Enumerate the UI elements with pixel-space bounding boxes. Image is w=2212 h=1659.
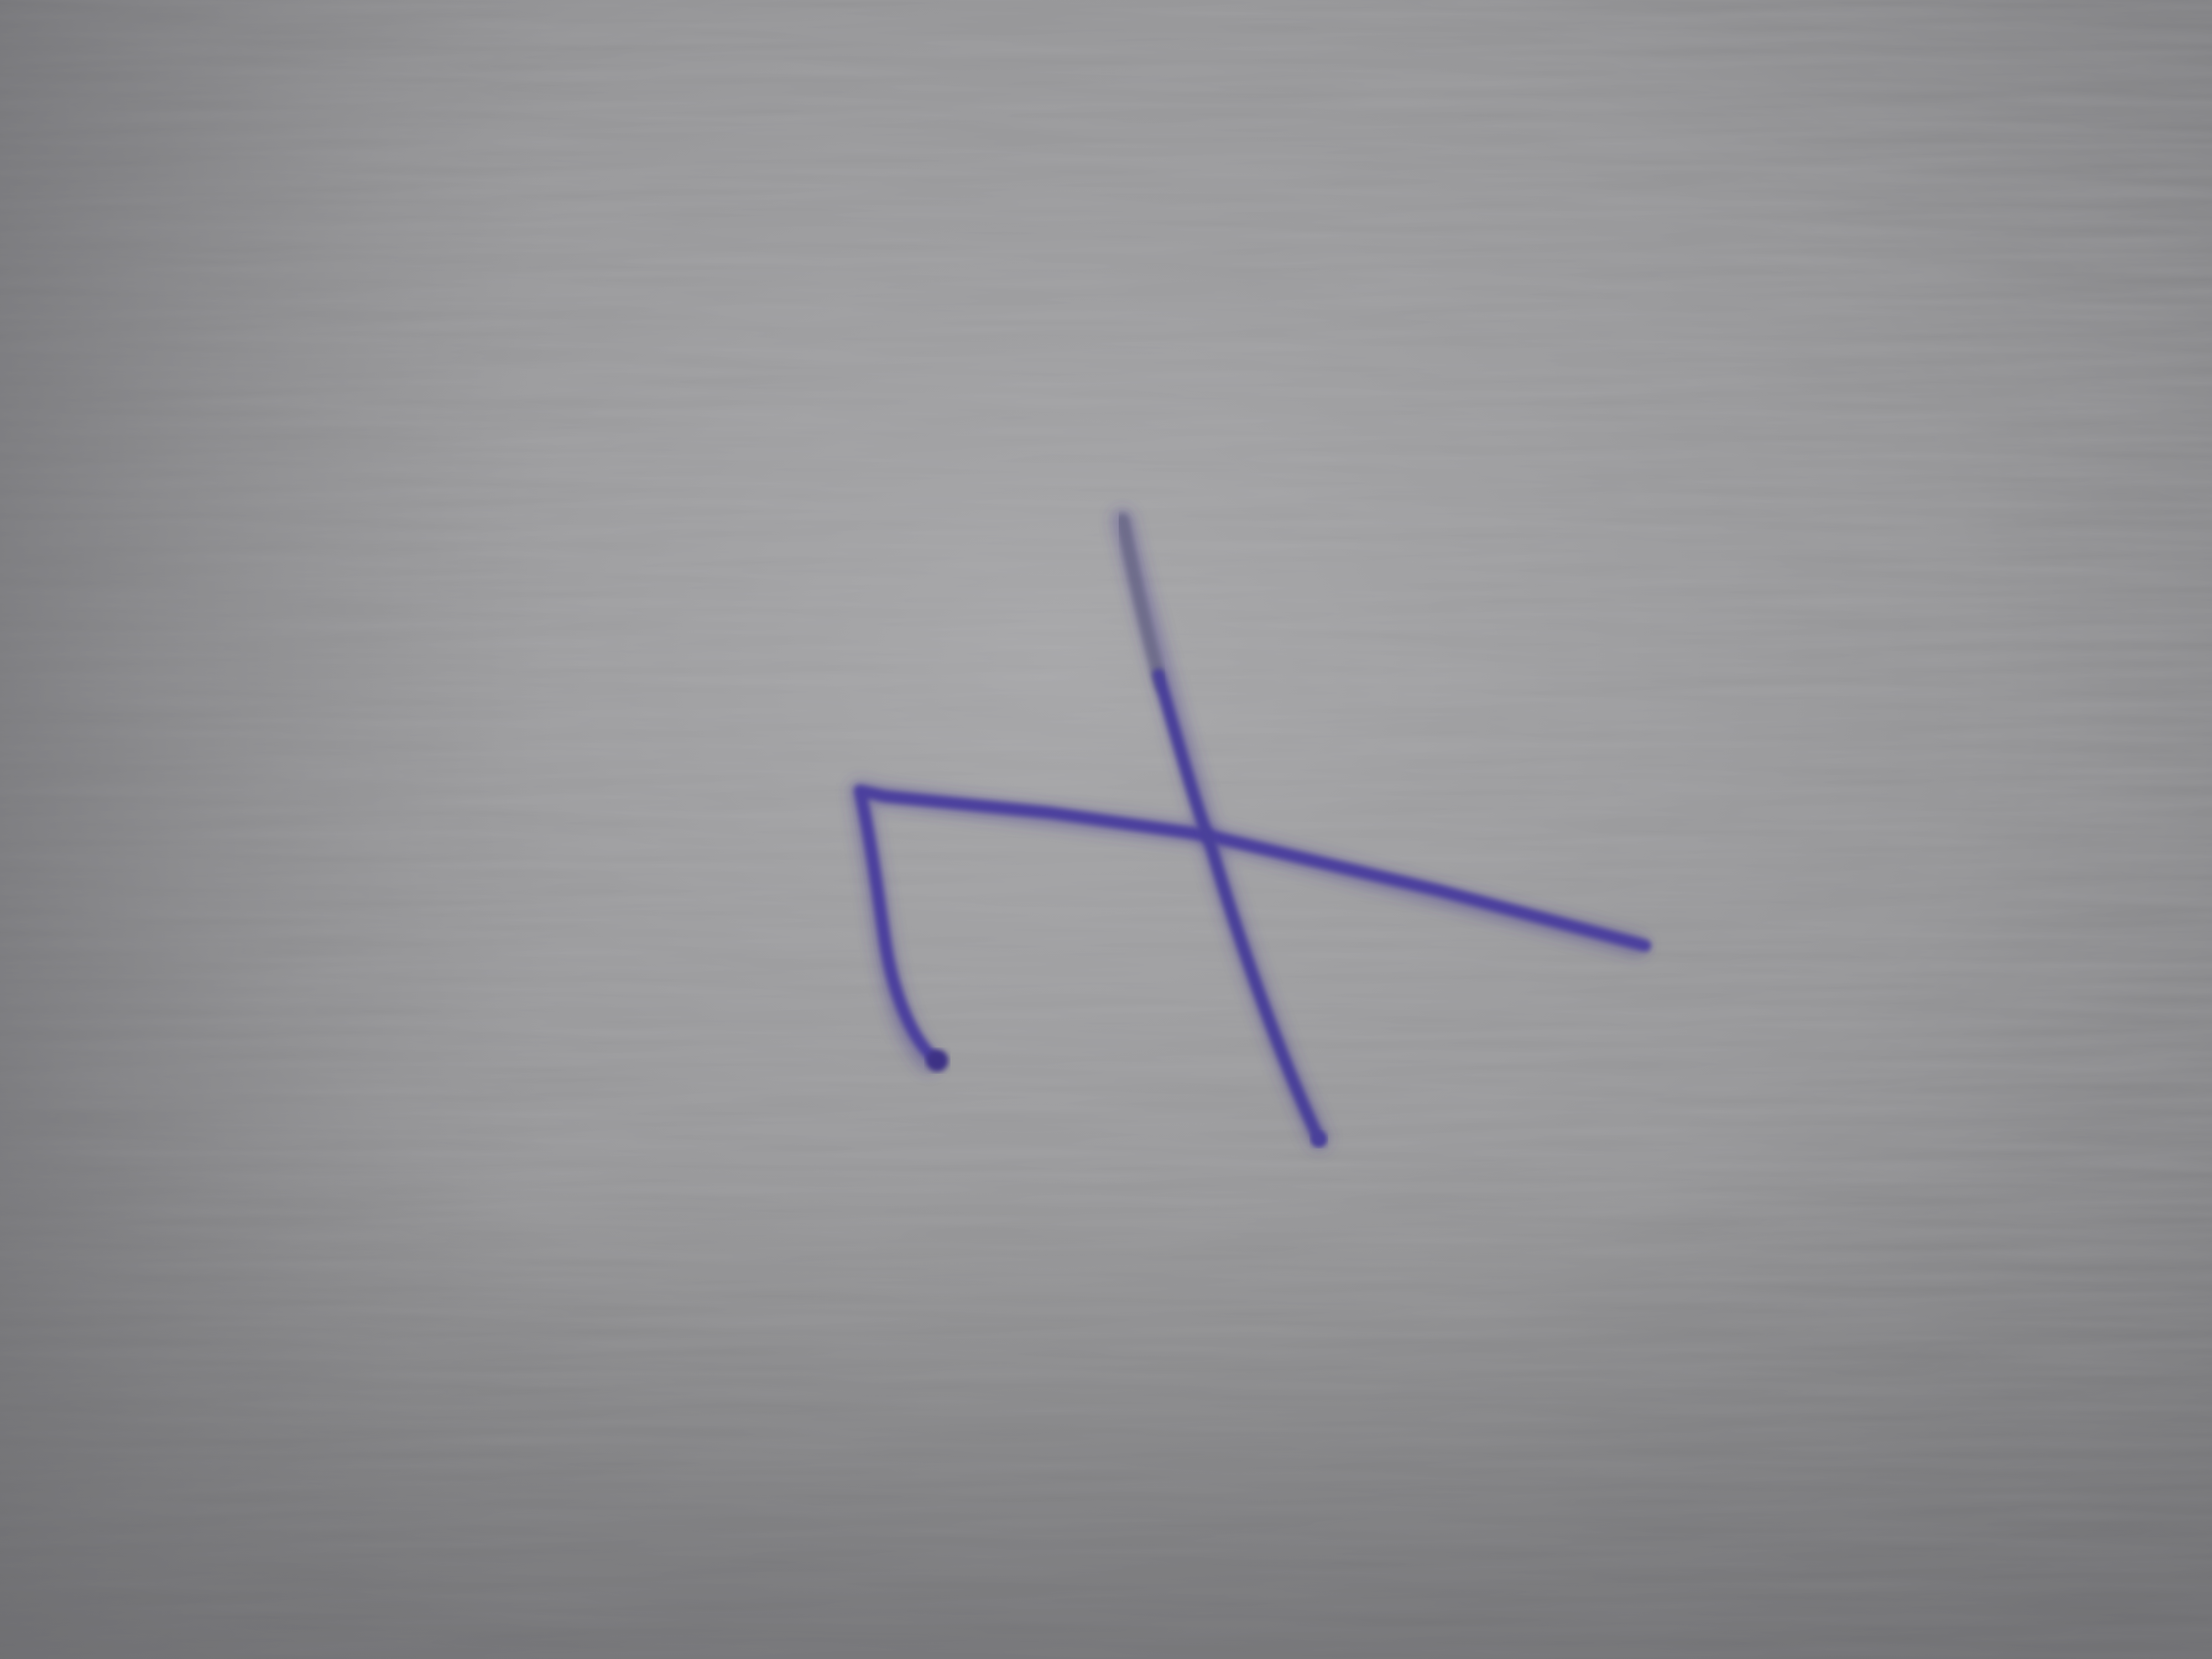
- ink-blot-hook-end: [926, 1050, 948, 1072]
- ink-blot-diagonal-end: [1311, 1131, 1327, 1147]
